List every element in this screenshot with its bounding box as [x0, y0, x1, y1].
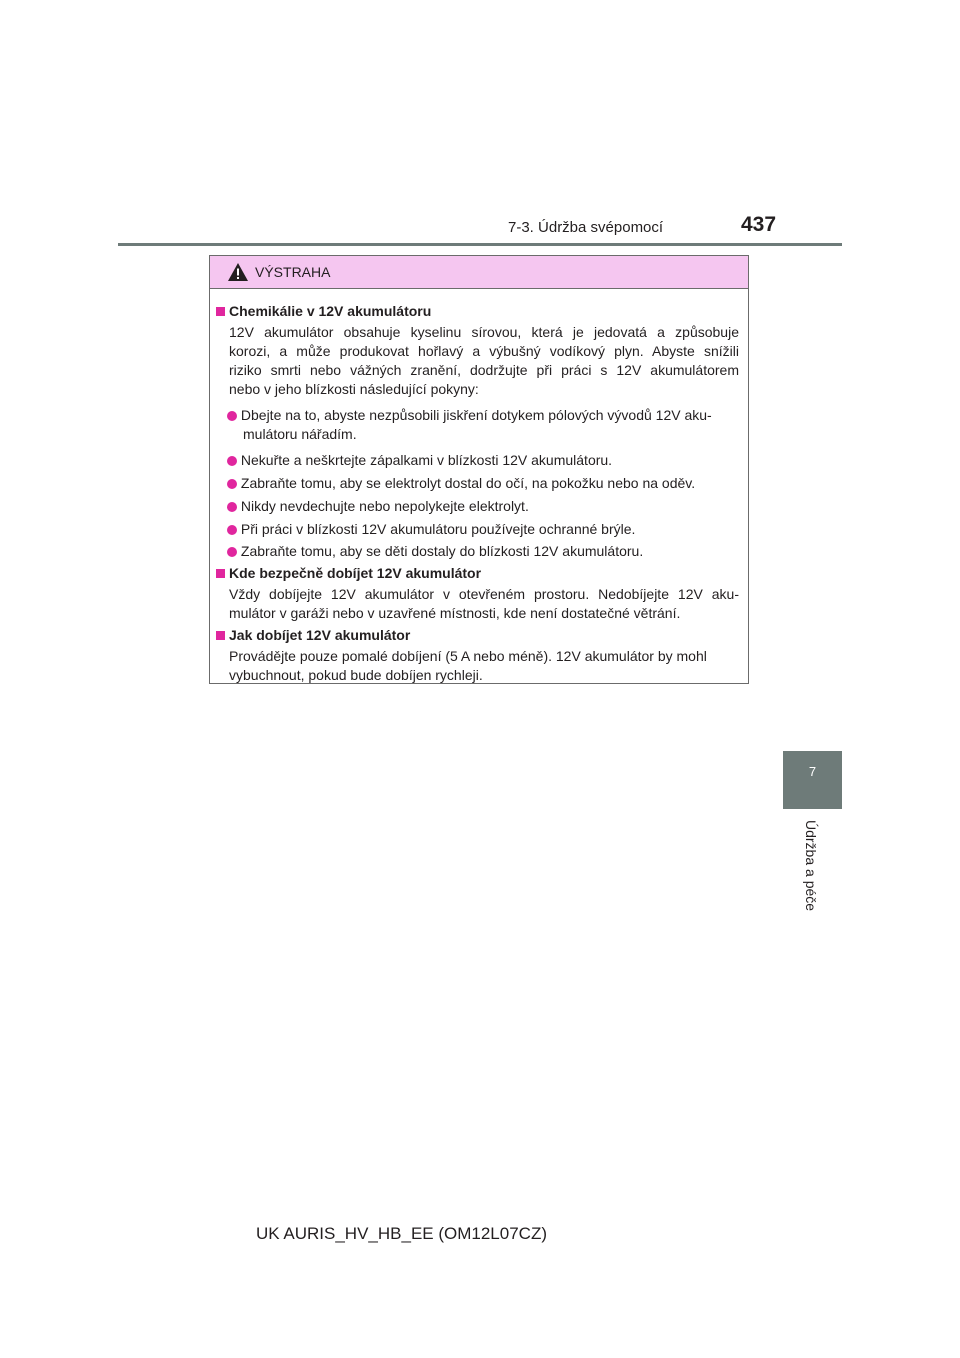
paragraph-line: Provádějte pouze pomalé dobíjení (5 A nebo méně). 12V akumulátor by mohl [229, 648, 707, 664]
bullet-dot-icon [227, 547, 237, 557]
paragraph-line: Vždy dobíjejte 12V akumulátor v otevřeném prostoru. Nedobíjejte 12V aku- [229, 586, 739, 602]
bullet-item: Nikdy nevdechujte nebo nepolykejte elektrolyt. [227, 497, 529, 516]
paragraph-line: mulátor v garáži nebo v uzavřené místnosti, kde není dostatečné větrání. [229, 605, 681, 621]
bullet-item: Při práci v blízkosti 12V akumulátoru používejte ochranné brýle. [227, 520, 635, 539]
warning-header [210, 256, 748, 289]
paragraph-line: vybuchnout, pokud bude dobíjen rychleji. [229, 667, 483, 683]
bullet-dot-icon [227, 502, 237, 512]
section-title: 7-3. Údržba svépomocí [508, 219, 664, 236]
bullet-item-continuation: mulátoru nářadím. [243, 426, 357, 442]
paragraph-line: nebo v jeho blízkosti následující pokyny: [229, 381, 479, 397]
paragraph-line: korozi, a může produkovat hořlavý a výbušný vodíkový plyn. Abyste snížili [229, 343, 739, 359]
chapter-label: Údržba a péče [803, 820, 819, 912]
section-heading: Kde bezpečně dobíjet 12V akumulátor [216, 564, 481, 583]
bullet-dot-icon [227, 456, 237, 466]
paragraph-line: riziko smrti nebo vážných zranění, dodržujte při práci s 12V akumulátorem [229, 362, 739, 378]
bullet-item: Nekuřte a neškrtejte zápalkami v blízkosti 12V akumulátoru. [227, 451, 612, 470]
bullet-item: Dbejte na to, abyste nezpůsobili jiskření dotykem pólových vývodů 12V aku- [227, 406, 712, 425]
chapter-number: 7 [808, 764, 817, 779]
square-bullet-icon [216, 631, 225, 640]
bullet-dot-icon [227, 525, 237, 535]
warning-triangle-icon [227, 262, 249, 282]
bullet-item: Zabraňte tomu, aby se elektrolyt dostal do očí, na pokožku nebo na oděv. [227, 474, 695, 493]
warning-title: VÝSTRAHA [255, 264, 331, 280]
header-divider [118, 243, 842, 246]
section-heading: Chemikálie v 12V akumulátoru [216, 302, 431, 321]
paragraph-line: 12V akumulátor obsahuje kyselinu sírovou, která je jedovatá a způsobuje [229, 324, 739, 340]
section-heading: Jak dobíjet 12V akumulátor [216, 626, 410, 645]
bullet-dot-icon [227, 479, 237, 489]
bullet-dot-icon [227, 411, 237, 421]
chapter-tab [783, 751, 842, 809]
warning-box [209, 255, 749, 684]
model-code: UK AURIS_HV_HB_EE (OM12L07CZ) [256, 1224, 547, 1243]
bullet-item: Zabraňte tomu, aby se děti dostaly do blízkosti 12V akumulátoru. [227, 542, 643, 561]
square-bullet-icon [216, 307, 225, 316]
square-bullet-icon [216, 569, 225, 578]
page-number: 437 [741, 213, 777, 236]
